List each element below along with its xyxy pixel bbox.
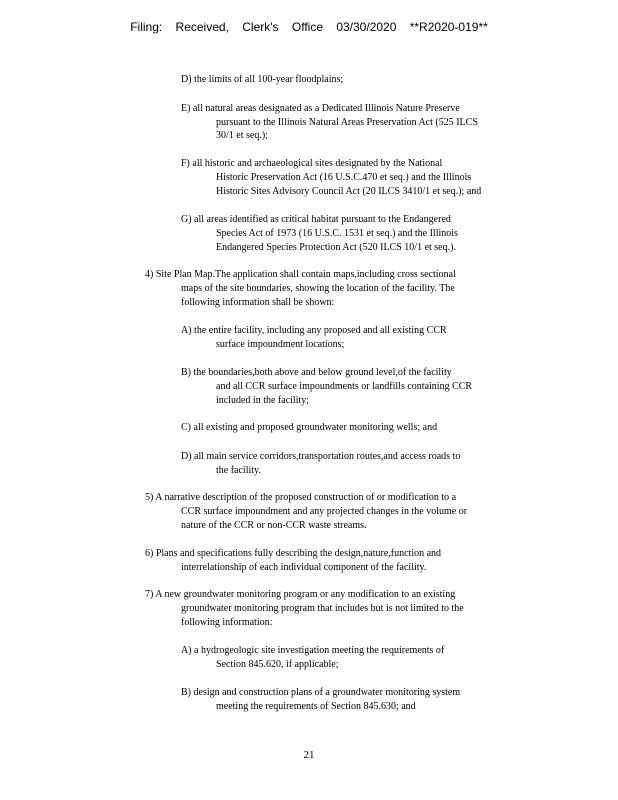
item-f-line-1: F) all historic and archaeological sites designated by the National	[181, 158, 443, 169]
section-4-line-3: following information shall be shown:	[181, 297, 335, 308]
section-7a-line-2: Section 845.620, if applicable;	[216, 659, 339, 670]
section-7-line-3: following information:	[181, 617, 273, 628]
item-e-line-2: pursuant to the Illinois Natural Areas Preservation Act (525 ILCS	[216, 117, 478, 128]
section-6-line-1: 6) Plans and specifications fully describing the design,nature,function and	[145, 548, 442, 559]
section-5-line-2: CCR surface impoundment and any projected changes in the volume or	[181, 506, 468, 517]
section-4d-line-2: the facility.	[216, 465, 261, 476]
item-f-line-2: Historic Preservation Act (16 U.S.C.470 et seq.) and the Illinois	[216, 172, 472, 183]
section-4a-line-1: A) the entire facility, including any proposed and all existing CCR	[181, 325, 447, 336]
section-6-line-2: interrelationship of each individual component of the facility.	[181, 562, 427, 573]
item-f-line-3: Historic Sites Advisory Council Act (20 ILCS 3410/1 et seq.); and	[216, 186, 482, 197]
item-e-line-1: E) all natural areas designated as a Dedicated Illinois Nature Preserve	[181, 103, 460, 114]
item-g-line-3: Endangered Species Protection Act (520 ILCS 10/1 et seq.).	[216, 242, 456, 253]
section-4c-line-1: C) all existing and proposed groundwater monitoring wells; and	[181, 422, 438, 433]
section-4-line-1: 4) Site Plan Map.The application shall contain maps,including cross sectional	[145, 269, 456, 280]
item-d-floodplains: D) the limits of all 100-year floodplains;	[181, 74, 344, 85]
section-5-line-3: nature of the CCR or non-CCR waste streams.	[181, 520, 367, 531]
section-7-line-2: groundwater monitoring program that includes but is not limited to the	[181, 603, 464, 614]
section-4b-line-1: B) the boundaries,both above and below ground level,of the facility	[181, 367, 452, 378]
section-4-line-2: maps of the site boundaries, showing the location of the facility. The	[181, 283, 455, 294]
section-7-line-1: 7) A new groundwater monitoring program or any modification to an existing	[145, 589, 456, 600]
section-4a-line-2: surface impoundment locations;	[216, 339, 345, 350]
page-number: 21	[303, 749, 315, 761]
item-g-line-1: G) all areas identified as critical habitat pursuant to the Endangered	[181, 214, 451, 225]
item-e-line-3: 30/1 et seq.);	[216, 130, 268, 141]
item-g-line-2: Species Act of 1973 (16 U.S.C. 1531 et seq.) and the Illinois	[216, 228, 458, 239]
section-7a-line-1: A) a hydrogeologic site investigation meeting the requirements of	[181, 645, 445, 656]
filing-header: Filing: Received, Clerk's Office 03/30/2020 **R2020-019**	[130, 20, 488, 34]
section-5-line-1: 5) A narrative description of the proposed construction of or modification to a	[145, 492, 457, 503]
section-4b-line-3: included in the facility;	[216, 395, 310, 406]
section-7b-line-1: B) design and construction plans of a groundwater monitoring system	[181, 687, 461, 698]
section-4d-line-1: D) all main service corridors,transportation routes,and access roads to	[181, 451, 461, 462]
section-7b-line-2: meeting the requirements of Section 845.630; and	[216, 701, 416, 712]
section-4b-line-2: and all CCR surface impoundments or landfills containing CCR	[216, 381, 473, 392]
